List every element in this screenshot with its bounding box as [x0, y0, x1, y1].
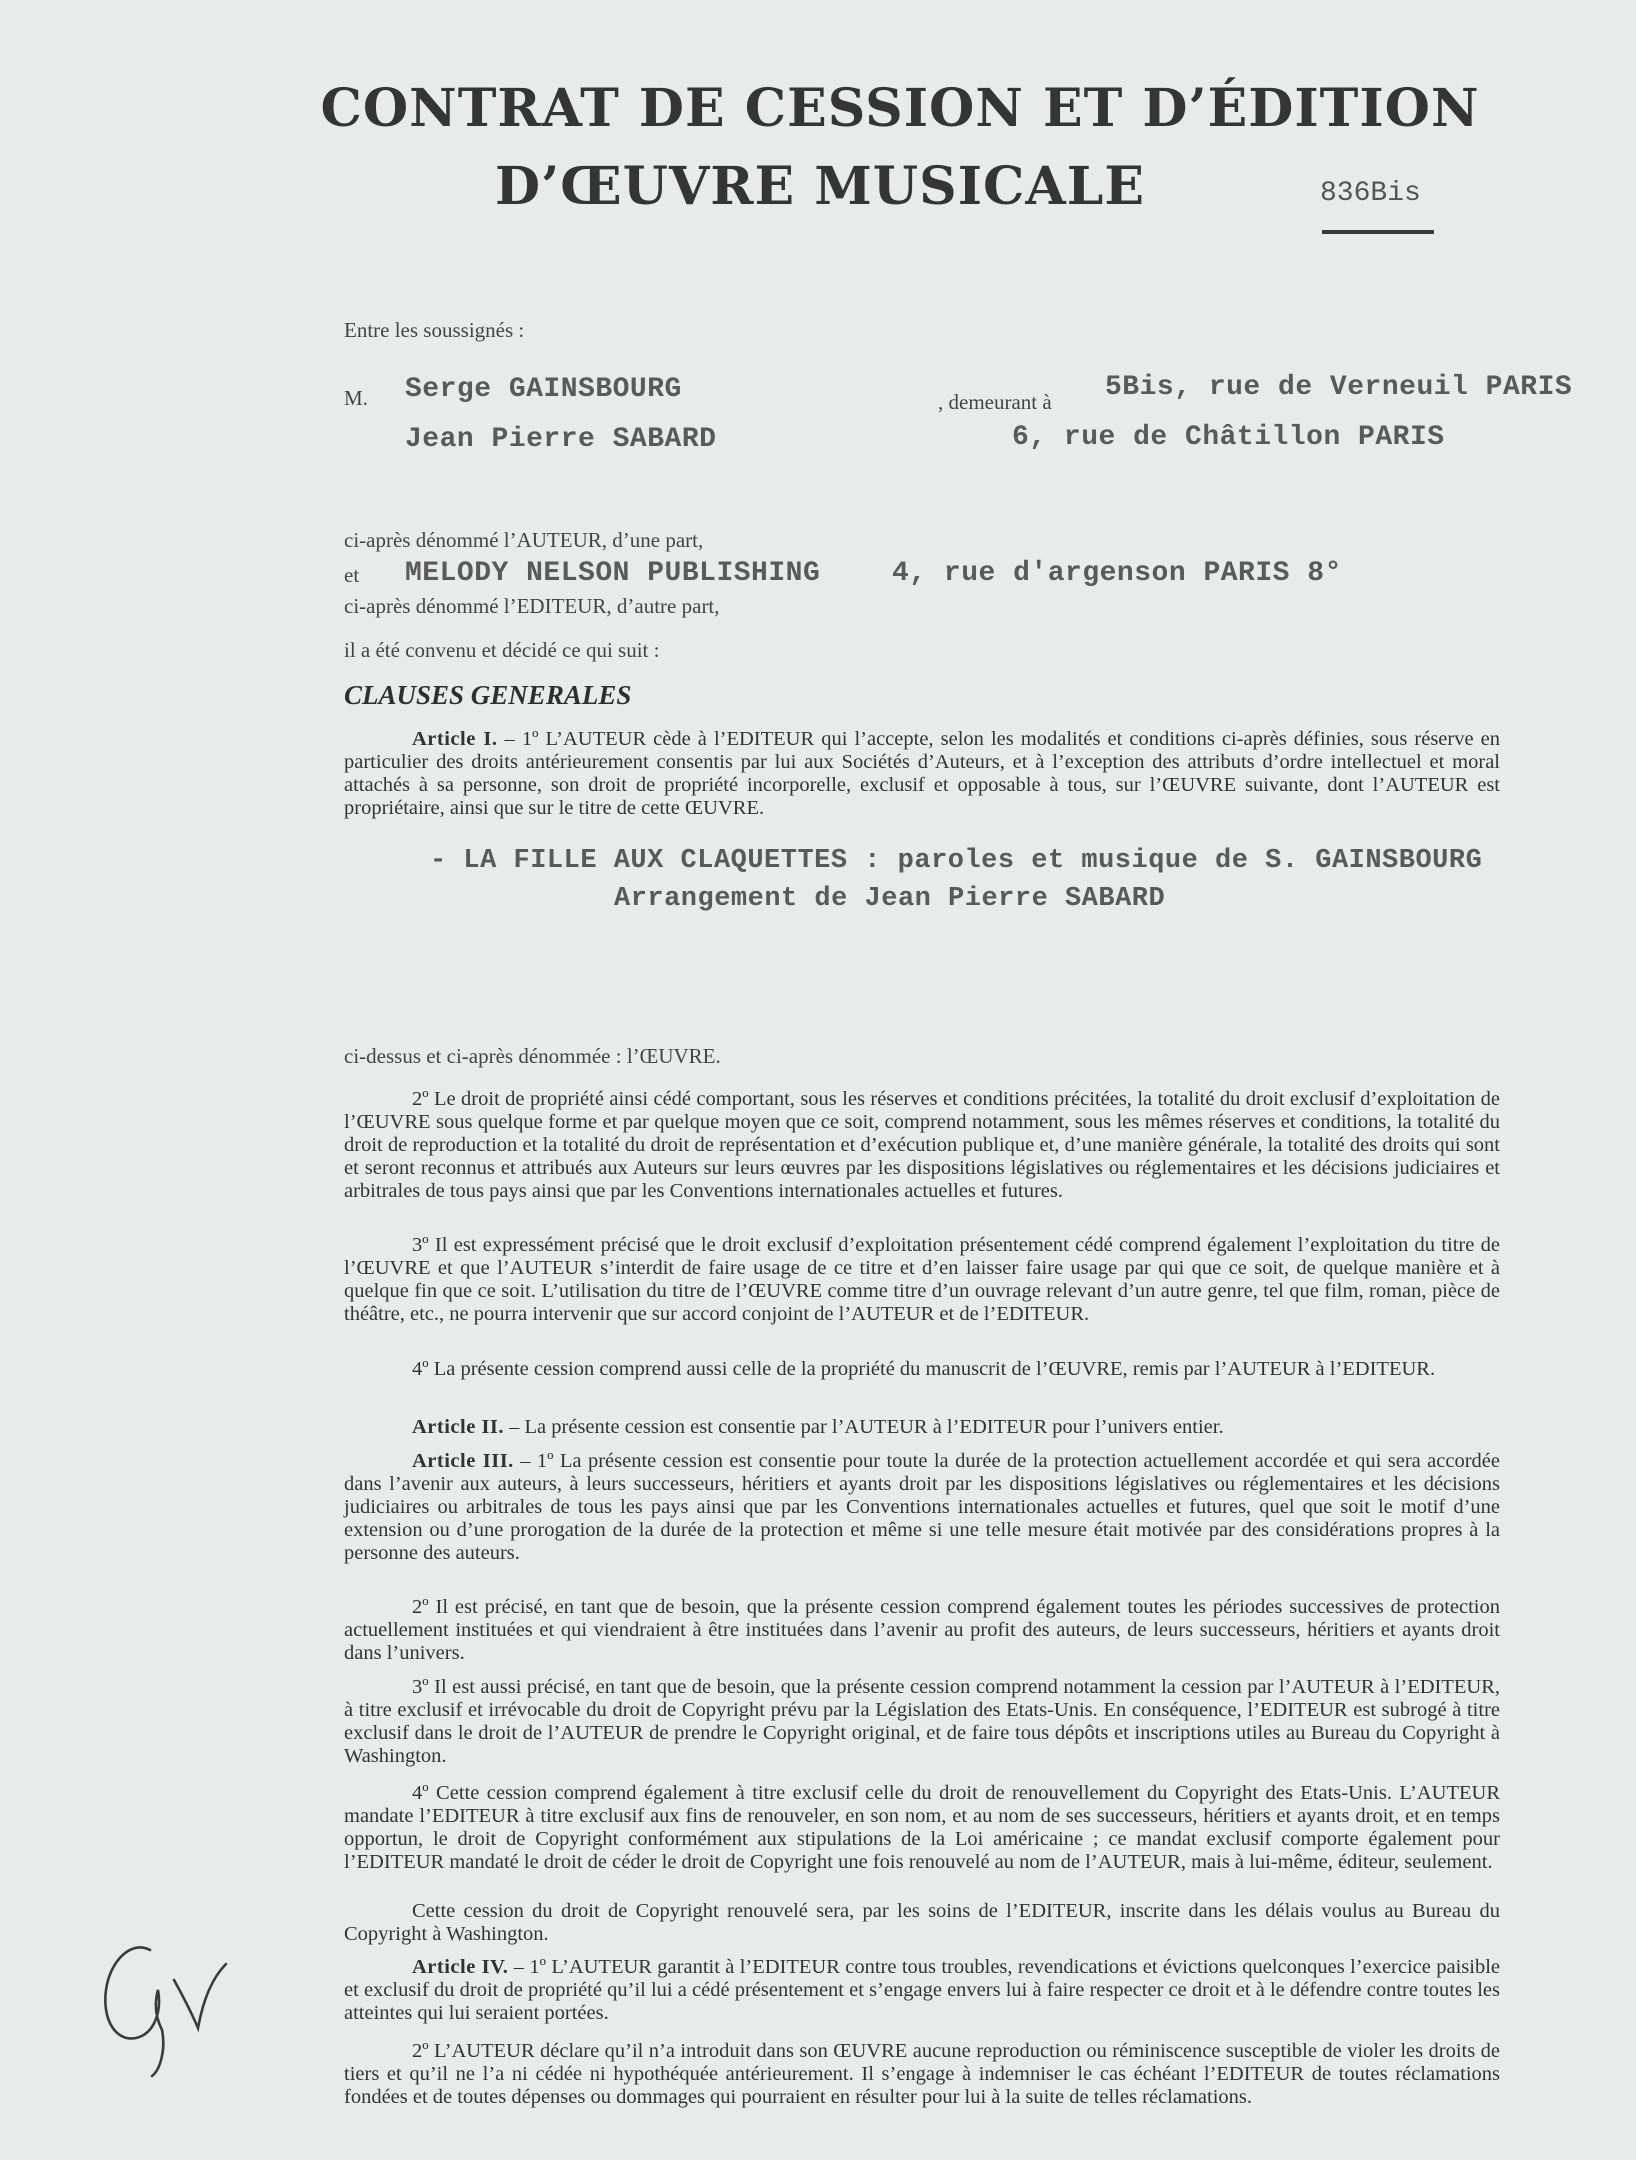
- work-title-line: - LA FILLE AUX CLAQUETTES : paroles et musique de S. GAINSBOURG: [430, 846, 1483, 876]
- article-4-label: Article IV.: [412, 1956, 509, 1978]
- article-4-para-2: 2º L’AUTEUR déclare qu’il n’a introduit dans son ŒUVRE aucune reproduction ou réminiscence susceptible de violer les droits de tiers et qu’il ne l’a ni cédée ni hypothéquée antérieurement. Il s’engage à indemniser le cas échéant l’EDITEUR de toutes réclamations fondées et de toutes dépenses ou dommages qui pourraient en résulter pour lui à la suite de telles réclamations.: [344, 2040, 1500, 2108]
- article-3-para-5: Cette cession du droit de Copyright renouvelé sera, par les soins de l’EDITEUR, inscrite dans les délais voulus au Bureau du Copyright à Washington.: [344, 1900, 1500, 1945]
- article-4: [344, 1956, 1500, 2025]
- article-2-text: – La présente cession est consentie par l’AUTEUR à l’EDITEUR pour l’univers entier.: [504, 1416, 1224, 1438]
- reference-underline: [1322, 230, 1434, 234]
- title-line-2: D’ŒUVRE MUSICALE: [495, 156, 1145, 217]
- article-1-para-3: 3º Il est expressément précisé que le droit exclusif d’exploitation présentement cédé comprend également l’exploitation du titre de l’ŒUVRE et que l’AUTEUR s’interdit de faire usage de ce titre et d’en laisser faire usage par qui que ce soit, de quelque manière et à quelque fin que ce soit. L’utilisation du titre de l’ŒUVRE comme titre d’un ouvrage relevant d’un autre genre, tel que film, roman, pièce de théâtre, etc., ne pourra intervenir que sur accord conjoint de l’AUTEUR et de l’EDITEUR.: [344, 1234, 1500, 1325]
- article-3-text: – 1º La présente cession est consentie pour toute la durée de la protection actuellement accordée et qui sera accordée dans l’avenir aux auteurs, à leurs successeurs, héritiers et ayants droit par les dispositions législatives ou réglementaires et les décisions judiciaires ou arbitrales de tous les pays ainsi que par les Conventions internationales actuelles et futures, quel que soit le motif d’une extension ou d’une prorogation de la durée de la protection et même si une telle mesure était motivée par des considérations propres à la personne des auteurs.: [344, 1450, 1500, 1564]
- handwritten-signature-icon: [92, 1920, 242, 2080]
- article-3: [344, 1450, 1500, 1565]
- agreement-line: il a été convenu et décidé ce qui suit :: [344, 638, 660, 662]
- author2-name: Jean Pierre SABARD: [405, 424, 717, 455]
- work-arrangement-line: Arrangement de Jean Pierre SABARD: [614, 884, 1166, 914]
- article-3-para-3: 3º Il est aussi précisé, en tant que de besoin, que la présente cession comprend notamment la cession par l’AUTEUR à l’EDITEUR, à titre exclusif et irrévocable du droit de Copyright prévu par la Législation des Etats-Unis. En conséquence, l’EDITEUR est subrogé à titre exclusif dans le droit de l’AUTEUR de prendre le Copyright original, et de faire tous dépôts et inscriptions utiles au Bureau du Copyright à Washington.: [344, 1676, 1500, 1767]
- editeur-designation: ci-après dénommé l’EDITEUR, d’autre part,: [344, 594, 720, 618]
- article-2: [344, 1416, 1500, 1439]
- article-1: [344, 728, 1500, 820]
- article-4-text: – 1º L’AUTEUR garantit à l’EDITEUR contre tous troubles, revendications et évictions quelconques l’exercice paisible et exclusif du droit de propriété qu’il lui a cédé présentement et s’engage envers lui à faire respecter ce droit et à le défendre contre toutes les atteintes qui lui seraient portées.: [344, 1956, 1500, 2024]
- article-2-label: Article II.: [412, 1416, 505, 1438]
- m-label: M.: [344, 386, 368, 410]
- author1-address: 5Bis, rue de Verneuil PARIS: [1105, 372, 1573, 403]
- publisher-address: 4, rue d'argenson PARIS 8°: [892, 558, 1342, 589]
- article-1-text: – 1º L’AUTEUR cède à l’EDITEUR qui l’accepte, selon les modalités et conditions ci-après définies, sous réserve en particulier des droits antérieurement consentis par lui aux Sociétés d’Auteurs, et à l’exception des attributs d’ordre intellectuel et moral attachés à sa personne, son droit de propriété incorporelle, exclusif et opposable à tous, sur l’ŒUVRE suivante, dont l’AUTEUR est propriétaire, ainsi que sur le titre de cette ŒUVRE.: [344, 728, 1500, 819]
- article-1-label: Article I.: [412, 728, 498, 750]
- parties-intro: Entre les soussignés :: [344, 318, 525, 342]
- article-3-para-4: 4º Cette cession comprend également à titre exclusif celle du droit de renouvellement du Copyright des Etats-Unis. L’AUTEUR mandate l’EDITEUR à titre exclusif aux fins de renouveler, en son nom, et au nom de ses successeurs, héritiers et ayants droit, et en temps opportun, le droit de Copyright conformément aux stipulations de la Loi américaine ; ce mandat exclusif comporte également pour l’EDITEUR mandaté le droit de céder le droit de Copyright une fois renouvelé au nom de l’AUTEUR, mais à lui-même, éditeur, seulement.: [344, 1782, 1500, 1873]
- article-1-para-2: 2º Le droit de propriété ainsi cédé comportant, sous les réserves et conditions précitées, la totalité du droit exclusif d’exploitation de l’ŒUVRE sous quelque forme et par quelque moyen que ce soit, comprend notamment, sous les mêmes réserves et conditions, la totalité du droit de reproduction et la totalité du droit de représentation et d’exécution publique et, d’une manière générale, la totalité des droits qui sont et seront reconnus et attribués aux Auteurs sur leurs œuvres par les dispositions législatives ou réglementaires et les décisions judiciaires et arbitrales de tous pays ainsi que par les Conventions internationales actuelles et futures.: [344, 1088, 1500, 1202]
- article-3-para-2: 2º Il est précisé, en tant que de besoin, que la présente cession comprend également toutes les périodes successives de protection actuellement instituées et qui viendraient à être instituées dans l’avenir au profit des auteurs, de leurs successeurs, héritiers et ayants droit dans l’univers.: [344, 1596, 1500, 1664]
- article-1-para-4: 4º La présente cession comprend aussi celle de la propriété du manuscrit de l’ŒUVRE, remis par l’AUTEUR à l’EDITEUR.: [412, 1358, 1436, 1380]
- demeurant-label: , demeurant à: [938, 390, 1052, 414]
- work-designation: ci-dessus et ci-après dénommée : l’ŒUVRE.: [344, 1044, 721, 1068]
- reference-number: 836Bis: [1320, 178, 1421, 209]
- et-label: et: [344, 563, 360, 587]
- author1-name: Serge GAINSBOURG: [405, 374, 682, 405]
- article-3-label: Article III.: [412, 1450, 514, 1472]
- auteur-designation: ci-après dénommé l’AUTEUR, d’une part,: [344, 528, 704, 552]
- clauses-heading: CLAUSES GENERALES: [344, 680, 632, 710]
- author2-address: 6, rue de Châtillon PARIS: [1012, 422, 1445, 453]
- title-line-1: CONTRAT DE CESSION ET D’ÉDITION: [320, 78, 1480, 139]
- publisher-name: MELODY NELSON PUBLISHING: [405, 558, 821, 589]
